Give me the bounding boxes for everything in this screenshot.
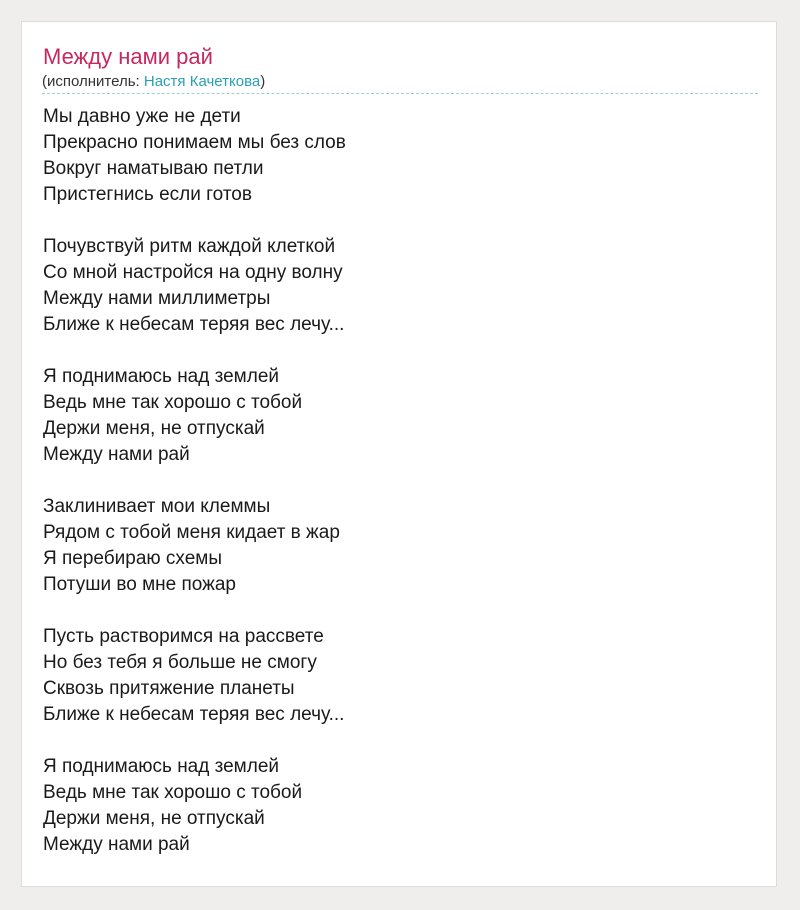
lyrics-line: Прекрасно понимаем мы без слов — [43, 132, 346, 153]
lyrics-line: Заклинивает мои клеммы — [43, 496, 271, 517]
title-divider — [42, 93, 758, 94]
artist-suffix: ) — [260, 73, 266, 90]
lyrics-line: Между нами миллиметры — [43, 288, 271, 309]
lyrics-stanza — [43, 754, 743, 858]
lyrics-line: Я перебираю схемы — [43, 548, 223, 569]
lyrics-line: Ближе к небесам теряя вес лечу... — [43, 314, 345, 335]
lyrics-line: Почувствуй ритм каждой клеткой — [43, 236, 336, 257]
lyrics-line: Ведь мне так хорошо с тобой — [43, 782, 303, 803]
lyrics-line: Мы давно уже не дети — [43, 106, 241, 127]
lyrics-line: Вокруг наматываю петли — [43, 158, 264, 179]
lyrics-stanza — [43, 364, 743, 468]
lyrics-line: Ближе к небесам теряя вес лечу... — [43, 704, 345, 725]
lyrics-stanza — [43, 494, 743, 598]
lyrics-line: Со мной настройся на одну волну — [43, 262, 343, 283]
lyrics-line: Я поднимаюсь над землей — [43, 756, 280, 777]
lyrics-card — [21, 21, 777, 887]
lyrics-line: Между нами рай — [43, 834, 190, 855]
artist-line — [42, 73, 265, 91]
lyrics-line: Между нами рай — [43, 444, 190, 465]
lyrics-line: Держи меня, не отпускай — [43, 418, 265, 439]
artist-link[interactable]: Настя Качеткова — [143, 73, 261, 90]
lyrics-line: Рядом с тобой меня кидает в жар — [43, 522, 340, 543]
lyrics-line: Пусть растворимся на рассвете — [43, 626, 324, 647]
lyrics-body — [43, 104, 743, 884]
lyrics-stanza — [43, 234, 743, 338]
song-title: Между нами рай — [43, 44, 213, 69]
lyrics-line: Сквозь притяжение планеты — [43, 678, 295, 699]
artist-prefix: (исполнитель: — [42, 73, 144, 90]
lyrics-line: Держи меня, не отпускай — [43, 808, 265, 829]
lyrics-line: Я поднимаюсь над землей — [43, 366, 280, 387]
lyrics-line: Но без тебя я больше не смогу — [43, 652, 317, 673]
lyrics-line: Потуши во мне пожар — [43, 574, 236, 595]
lyrics-stanza — [43, 624, 743, 728]
lyrics-line: Ведь мне так хорошо с тобой — [43, 392, 303, 413]
lyrics-line: Пристегнись если готов — [43, 184, 252, 205]
lyrics-stanza — [43, 104, 743, 208]
